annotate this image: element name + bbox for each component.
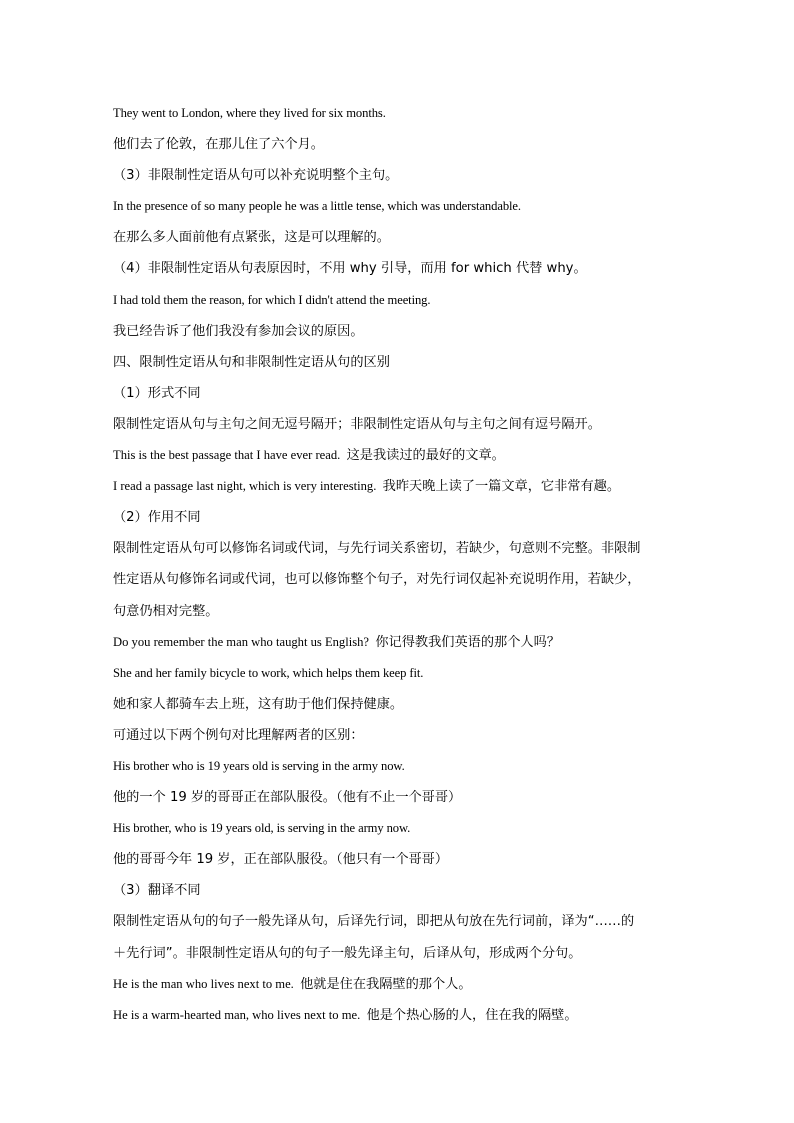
text-line: 我已经告诉了他们我没有参加会议的原因。 — [113, 323, 364, 339]
example-english: Do you remember the man who taught us English? — [113, 634, 370, 649]
text-line: They went to London, where they lived for six months. — [113, 106, 386, 120]
text-line: 他们去了伦敦，在那儿住了六个月。 — [113, 137, 324, 153]
text-line: 限制性定语从句与主句之间无逗号隔开；非限制性定语从句与主句之间有逗号隔开。 — [113, 416, 601, 432]
document-page — [113, 98, 685, 1031]
subsection-heading: （3）翻译不同 — [113, 883, 201, 899]
subsection-heading: （2）作用不同 — [113, 510, 201, 526]
section-heading: 四、限制性定语从句和非限制性定语从句的区别 — [113, 354, 390, 370]
example-line — [113, 1000, 685, 1031]
example-chinese: 他是个热心肠的人，住在我的隔壁。 — [366, 1007, 578, 1023]
section-heading: （4）非限制性定语从句表原因时，不用 why 引导，而用 for which 代替 why。 — [113, 261, 587, 277]
example-english: He is the man who lives next to me. — [113, 976, 294, 991]
text-line: 性定语从句修饰名词或代词，也可以修饰整个句子，对先行词仅起补充说明作用，若缺少， — [113, 572, 641, 588]
text-line: I had told them the reason, for which I didn't attend the meeting. — [113, 292, 431, 307]
example-line — [113, 627, 685, 658]
subsection-heading: （1）形式不同 — [113, 385, 201, 401]
text-line: 她和家人都骑车去上班，这有助于他们保持健康。 — [113, 696, 404, 712]
text-line: 可通过以下两个例句对比理解两者的区别： — [113, 727, 364, 743]
example-chinese: 我昨天晚上读了一篇文章，它非常有趣。 — [382, 479, 621, 495]
text-line: 他的一个 19 岁的哥哥正在部队服役。（他有不止一个哥哥） — [113, 790, 462, 806]
text-line: 限制性定语从句的句子一般先译从句，后译先行词，即把从句放在先行词前，译为“……的 — [113, 914, 635, 930]
text-line: 他的哥哥今年 19 岁，正在部队服役。（他只有一个哥哥） — [113, 852, 449, 868]
example-english: He is a warm-hearted man, who lives next to me. — [113, 1007, 361, 1022]
text-line: She and her family bicycle to work, which helps them keep fit. — [113, 665, 424, 680]
example-line — [113, 471, 685, 502]
example-chinese: 他就是住在我隔壁的那个人。 — [300, 976, 472, 992]
text-line: 句意仍相对完整。 — [113, 603, 219, 619]
section-heading: （3）非限制性定语从句可以补充说明整个主句。 — [113, 168, 399, 184]
example-line — [113, 969, 685, 1000]
text-line: In the presence of so many people he was a little tense, which was understandable. — [113, 199, 521, 214]
text-line: 限制性定语从句可以修饰名词或代词，与先行词关系密切，若缺少，句意则不完整。非限制 — [113, 541, 641, 557]
example-line — [113, 440, 685, 471]
text-line: His brother, who is 19 years old, is serving in the army now. — [113, 821, 411, 836]
text-line: 在那么多人面前他有点紧张，这是可以理解的。 — [113, 230, 390, 246]
example-chinese: 你记得教我们英语的那个人吗？ — [375, 634, 560, 650]
example-english: This is the best passage that I have ever read. — [113, 448, 341, 463]
example-chinese: 这是我读过的最好的文章。 — [346, 448, 505, 464]
text-line: ＋先行词”。非限制性定语从句的句子一般先译主句，后译从句，形成两个分句。 — [113, 945, 582, 961]
text-line: His brother who is 19 years old is serving in the army now. — [113, 758, 405, 773]
example-english: I read a passage last night, which is very interesting. — [113, 479, 377, 494]
